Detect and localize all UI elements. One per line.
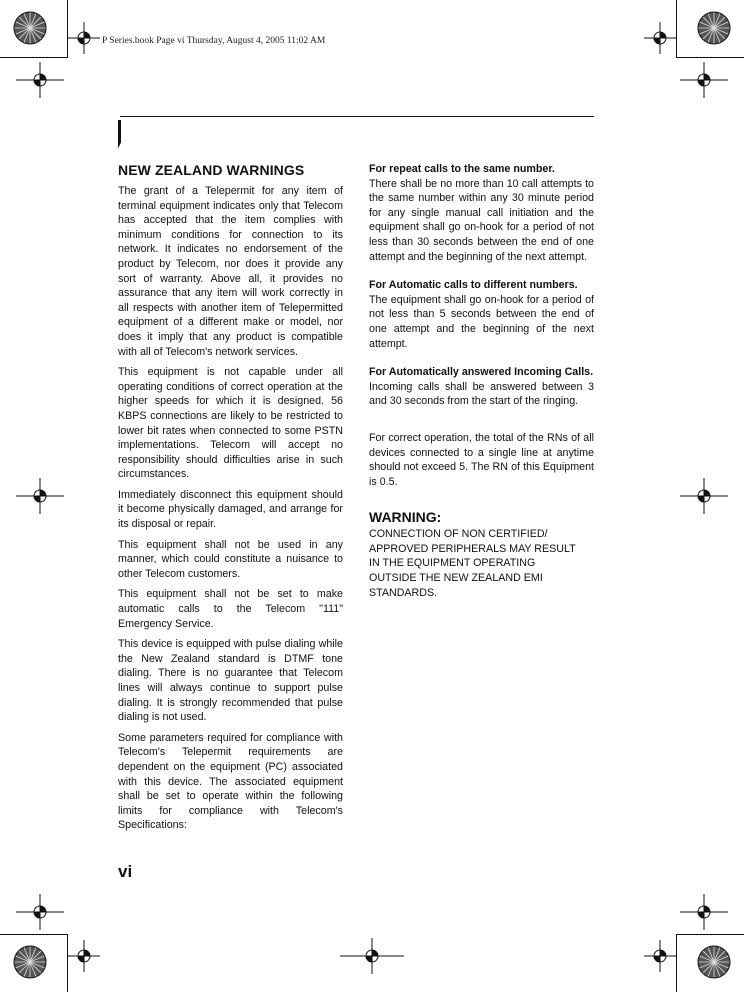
registration-crosshair-icon [680, 894, 728, 930]
rule-block [369, 162, 594, 264]
rule-text: There shall be no more than 10 call attempts to the same number within any 30 minute period for any single manual call initiation and the equipment shall go on-hook for a period of not less than 30 seconds between the end of one attempt and the beginning of the next attempt. [369, 177, 594, 263]
corner-starburst-target-icon [12, 10, 48, 46]
paragraph: This equipment shall not be used in any manner, which could constitute a nuisance to other Telecom customers. [118, 538, 343, 580]
header-tab-mark [118, 116, 124, 154]
registration-crosshair-icon [16, 62, 64, 98]
registration-crosshair-icon [680, 62, 728, 98]
rn-paragraph: For correct operation, the total of the RNs of all devices connected to a single line at anytime should not exceed 5. The RN of this Equipment is 0.5. [369, 431, 594, 488]
registration-crosshair-icon [16, 478, 64, 514]
warning-line: APPROVED PERIPHERALS MAY RESULT [369, 542, 576, 555]
print-slug: P Series.book Page vi Thursday, August 4, 2005 11:02 AM [102, 36, 326, 46]
registration-crosshair-icon [68, 22, 100, 54]
registration-crosshair-icon [644, 22, 676, 54]
section-title: NEW ZEALAND WARNINGS [118, 162, 305, 178]
rule-heading: For Automatic calls to different numbers. [369, 279, 578, 292]
crop-line [0, 934, 68, 935]
rule-text: Incoming calls shall be answered between 3 and 30 seconds from the start of the ringing. [369, 380, 594, 408]
paragraph: Some parameters required for compliance with Telecom's Telepermit requirements are dependent on the equipment (PC) associated with this device. The associated equipment shall be set to operate within the following limits for compliance with Telecom's Specifications: [118, 731, 343, 832]
registration-crosshair-icon [680, 478, 728, 514]
paragraph: This equipment shall not be set to make automatic calls to the Telecom "111" Emergency Service. [118, 588, 343, 630]
rule-heading: For repeat calls to the same number. [369, 163, 555, 175]
corner-starburst-target-icon [696, 10, 732, 46]
warning-text [369, 527, 594, 600]
corner-starburst-target-icon [12, 944, 48, 980]
rule-heading: For Automatically answered Incoming Calls. [369, 366, 594, 379]
paragraph: This equipment is not capable under all operating conditions of correct operation at the higher speeds for which it is designed. 56 KBPS connections are likely to be restricted to lower bit rates when connected to some PSTN implementations. Telecom will accept no responsibility should difficulties arise in such circumstances. [118, 366, 343, 481]
warning-line: IN THE EQUIPMENT OPERATING [369, 557, 536, 570]
header-rule [120, 116, 594, 117]
page-number: vi [118, 862, 133, 881]
rule-text: The equipment shall go on-hook for a period of not less than 5 seconds between the end of one attempt and the beginning of the next attempt. [369, 293, 594, 350]
crop-line [0, 57, 68, 58]
right-column [369, 162, 594, 600]
registration-crosshair-icon [644, 940, 676, 972]
registration-crosshair-icon [340, 938, 404, 974]
paragraph: Immediately disconnect this equipment should it become physically damaged, and arrange for its disposal or repair. [118, 488, 343, 531]
warning-line: OUTSIDE THE NEW ZEALAND EMI [369, 572, 543, 585]
crop-line [676, 57, 744, 58]
warning-line: CONNECTION OF NON CERTIFIED/ [369, 528, 548, 541]
crop-line [676, 934, 677, 992]
paragraph: This device is equipped with pulse dialing while the New Zealand standard is DTMF tone dialing. There is no guarantee that Telecom lines will always continue to support pulse dialing. It is strongly recommended that pulse dialing is not used. [118, 638, 343, 724]
left-column [118, 162, 343, 833]
warning-title: WARNING: [369, 509, 442, 526]
rule-block [369, 278, 594, 351]
crop-line [676, 934, 744, 935]
corner-starburst-target-icon [696, 944, 732, 980]
crop-line [676, 0, 677, 58]
paragraph: The grant of a Telepermit for any item of terminal equipment indicates only that Telecom has accepted that the item complies with minimum conditions for connection to its network. It indicates no endorsement of the product by Telecom, nor does it provide any sort of warranty. Above all, it provides no assurance that any item will work correctly in all respects with another item of Telepermitted equipment of a different make or model, nor does it imply that any product is compatible with all of Telecom's network services. [118, 185, 343, 358]
rule-block [369, 365, 594, 409]
registration-crosshair-icon [16, 894, 64, 930]
warning-line: STANDARDS. [369, 586, 438, 599]
registration-crosshair-icon [68, 940, 100, 972]
